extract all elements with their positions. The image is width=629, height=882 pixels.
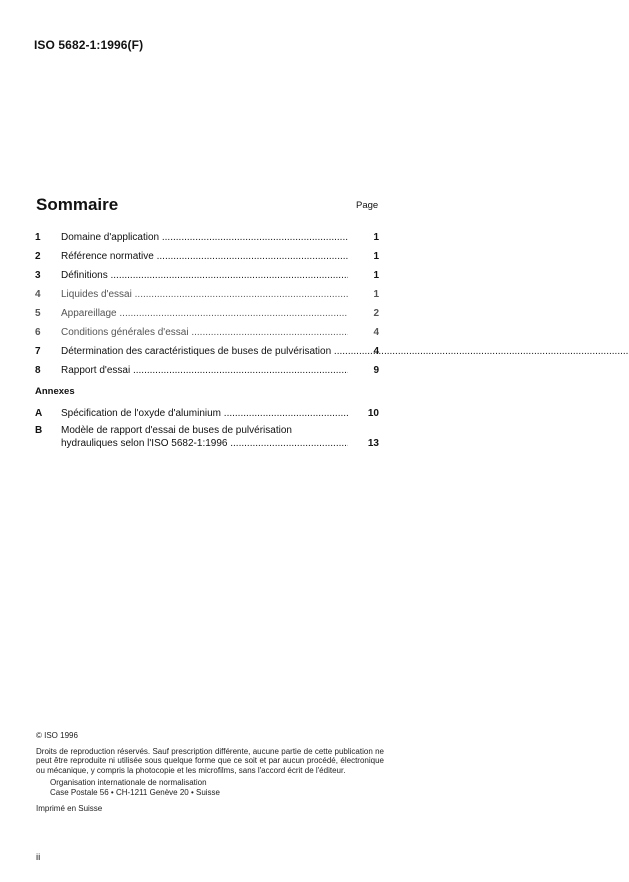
toc-entry-page: 4 xyxy=(373,346,379,357)
toc-entry[interactable] xyxy=(35,287,381,306)
toc-entry-title: Liquides d'essai ..... xyxy=(61,289,348,300)
toc-entry-number: B xyxy=(35,425,43,436)
toc-entry-page: 13 xyxy=(367,438,379,449)
toc-entry[interactable] xyxy=(35,249,381,268)
toc-entry-page: 1 xyxy=(373,289,379,300)
table-of-contents xyxy=(35,230,381,457)
organisation-name: Organisation internationale de normalisation xyxy=(50,778,207,787)
toc-entry-page: 1 xyxy=(373,232,379,243)
toc-entry-title: Conditions générales d'essai ..... xyxy=(61,327,348,338)
toc-annex-entry[interactable] xyxy=(35,425,381,457)
toc-entry-title: Rapport d'essai ..... xyxy=(61,365,348,376)
rights-statement: Droits de reproduction réservés. Sauf prescription différente, aucune partie de cette publication ne peut être reproduite ni utilisée sous quelque forme que ce soit et par aucun procédé, électronique ou mécanique, y compris la photocopie et les microfilms, sans l'accord écrit de l'éditeur. xyxy=(36,746,384,775)
page-number: ii xyxy=(36,852,41,863)
toc-entry-title: Détermination des caractéristiques de buses de pulvérisation xyxy=(61,346,332,357)
toc-entry-number: 4 xyxy=(35,289,41,300)
copyright-notice xyxy=(36,731,384,814)
printed-in: Imprimé en Suisse xyxy=(36,804,103,813)
toc-entry-number: 5 xyxy=(35,308,41,319)
toc-entry-number: A xyxy=(35,408,43,419)
toc-entry[interactable] xyxy=(35,230,381,249)
toc-entry-title: Domaine d'application ..... xyxy=(61,232,348,243)
toc-entry-title: Spécification de l'oxyde d'aluminium ..... xyxy=(61,408,348,419)
toc-annex-entry[interactable] xyxy=(35,406,381,425)
toc-entry-title: Définitions ..... xyxy=(61,270,348,281)
toc-entry-page: 2 xyxy=(373,308,379,319)
toc-entry-title: Référence normative ..... xyxy=(61,251,348,262)
toc-entry[interactable] xyxy=(35,306,381,325)
toc-entry-number: 6 xyxy=(35,327,41,338)
toc-entry-title-line1: Modèle de rapport d'essai de buses de pulvérisation xyxy=(61,425,292,436)
toc-entry[interactable] xyxy=(35,344,381,363)
toc-entry-number: 2 xyxy=(35,251,41,262)
toc-entry-number: 8 xyxy=(35,365,41,376)
page-column-label: Page xyxy=(356,200,379,211)
toc-entry-page: 10 xyxy=(367,408,379,419)
toc-entry-page: 9 xyxy=(373,365,379,376)
toc-entry-title: Appareillage ..... xyxy=(61,308,348,319)
toc-entry-number: 3 xyxy=(35,270,41,281)
document-id: ISO 5682-1:1996(F) xyxy=(34,38,144,52)
toc-entry-number: 7 xyxy=(35,346,41,357)
toc-entry-number: 1 xyxy=(35,232,41,243)
toc-entry-page: 1 xyxy=(373,251,379,262)
annex-heading: Annexes xyxy=(35,386,75,397)
toc-entry-title-nodots xyxy=(61,346,348,357)
toc-entry[interactable] xyxy=(35,268,381,287)
toc-entry-page: 1 xyxy=(373,270,379,281)
toc-entry-title: hydrauliques selon l'ISO 5682-1:1996 ..... xyxy=(61,438,348,449)
toc-entry-page: 4 xyxy=(373,327,379,338)
toc-title: Sommaire xyxy=(36,195,119,214)
toc-entry[interactable] xyxy=(35,363,381,382)
copyright-line: © ISO 1996 xyxy=(36,731,78,740)
organisation-address: Case Postale 56 • CH-1211 Genève 20 • Suisse xyxy=(50,787,220,797)
toc-entry[interactable] xyxy=(35,325,381,344)
